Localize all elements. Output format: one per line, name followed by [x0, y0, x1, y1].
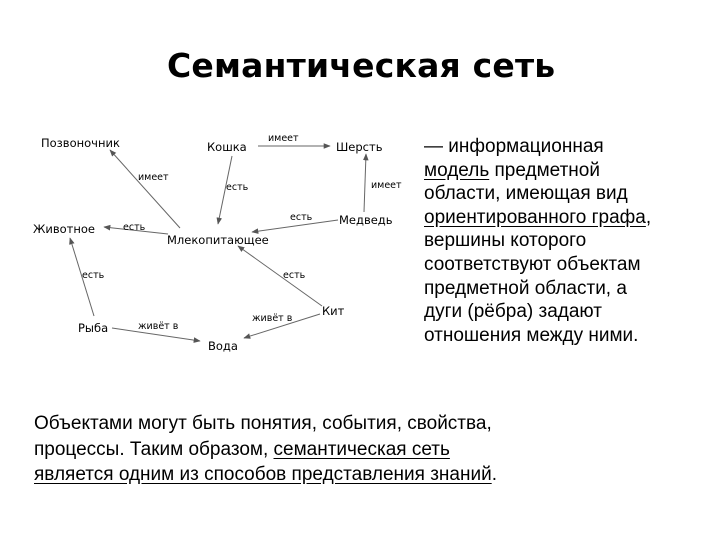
definition-line [424, 206, 719, 230]
node-water: Вода [208, 339, 238, 353]
definition-line: области, имеющая вид [424, 183, 628, 205]
footer-line [34, 437, 714, 463]
semantic-network-diagram [0, 110, 420, 380]
footer-paragraph [34, 411, 714, 488]
footer-line [34, 462, 714, 488]
edge-label-bear-fur: имеет [371, 180, 402, 191]
edge-mammal-vertebrate [110, 150, 180, 228]
node-cat: Кошка [207, 140, 247, 154]
node-fur: Шерсть [336, 140, 383, 154]
knowledge-representation-link[interactable]: является одним из способов представления знаний [34, 464, 492, 485]
node-animal: Животное [33, 222, 96, 236]
semantic-network-link[interactable]: семантическая сеть [273, 438, 450, 460]
node-fish: Рыба [78, 321, 109, 335]
definition-line: — информационная [424, 136, 604, 157]
edge-whale-mammal [238, 246, 322, 306]
edge-label-whale-mammal: есть [283, 270, 306, 281]
definition-line: соответствуют объектам [424, 253, 641, 275]
definition-text-fragment: предметной [489, 159, 600, 181]
edge-label-fish-water: живёт в [138, 321, 179, 332]
edge-label-cat-mammal: есть [226, 182, 249, 193]
model-link[interactable]: модель [424, 159, 490, 181]
footer-line: Объектами могут быть понятия, события, свойства, [34, 413, 492, 434]
definition-line: дуги (рёбра) задают [424, 301, 602, 323]
edge-bear-fur [364, 154, 366, 212]
definition-line: предметной области, а [424, 277, 627, 299]
definition-line: отношения между ними. [424, 324, 639, 346]
directed-graph-link[interactable]: ориентированного графа [424, 206, 646, 228]
slide-title: Семантическая сеть [167, 46, 556, 85]
footer-text-fragment: . [491, 464, 497, 485]
edge-label-fish-animal: есть [82, 270, 105, 281]
edge-label-mammal-vertebrate: имеет [138, 172, 169, 183]
edge-label-mammal-animal: есть [123, 222, 146, 233]
edge-label-whale-water: живёт в [252, 313, 293, 324]
definition-text-fragment: , [645, 206, 652, 228]
node-whale: Кит [322, 304, 345, 318]
definition-line: вершины которого [424, 230, 587, 252]
definition-line [424, 159, 719, 183]
edge-label-bear-mammal: есть [290, 212, 313, 223]
node-vertebrate: Позвоночник [41, 136, 120, 150]
definition-text [424, 135, 719, 347]
node-bear: Медведь [339, 213, 393, 227]
edge-label-cat-fur: имеет [268, 133, 299, 144]
node-mammal: Млекопитающее [167, 233, 269, 247]
footer-text-fragment: процессы. Таким образом, [34, 438, 274, 460]
